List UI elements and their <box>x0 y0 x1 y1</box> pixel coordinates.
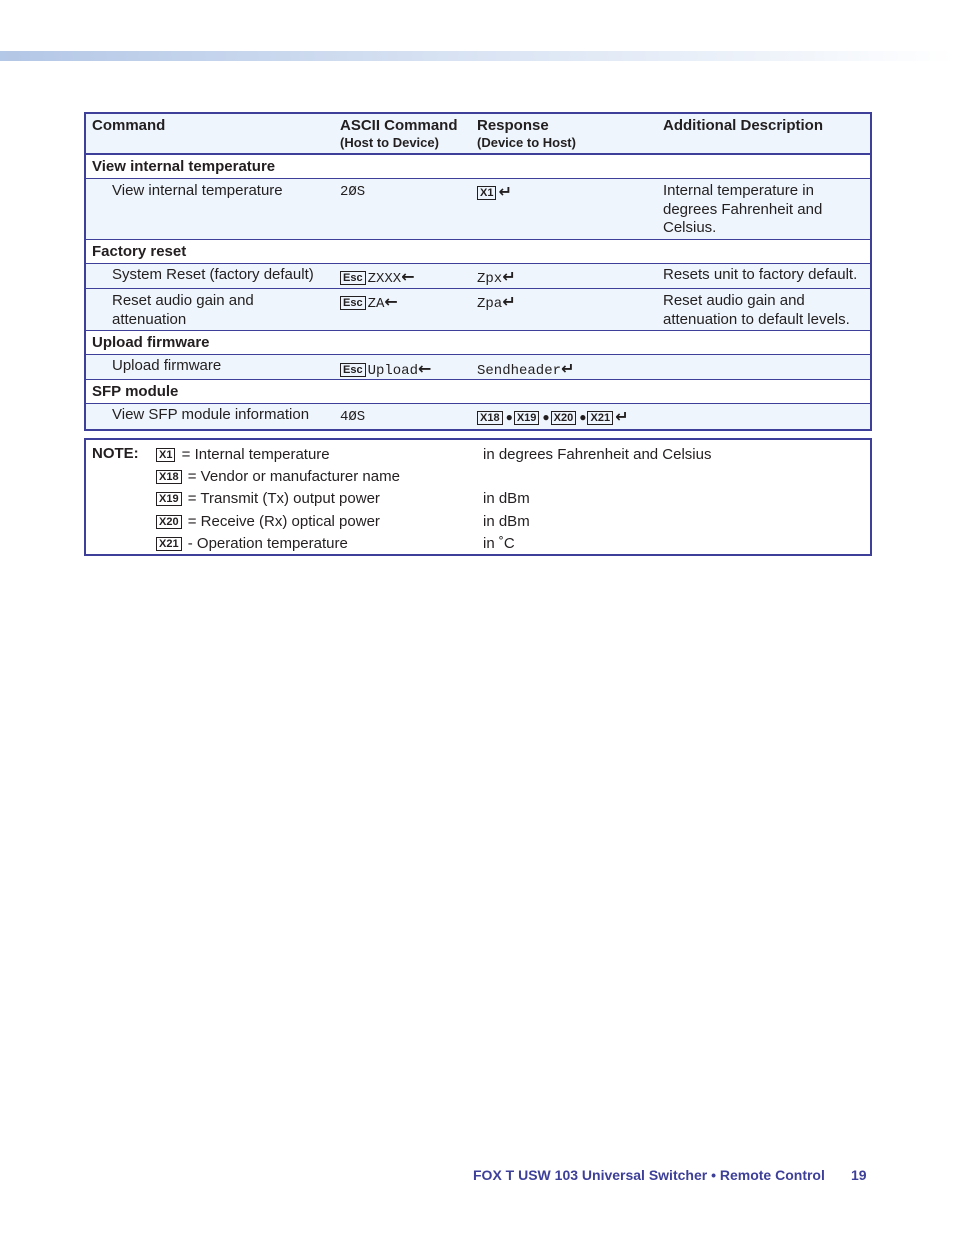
note-box <box>84 438 872 556</box>
variable-key: X18 <box>156 470 182 484</box>
col-response <box>477 117 576 151</box>
row-ascii <box>340 293 398 314</box>
row-command: System Reset (factory default) <box>112 266 314 283</box>
note-text: = Internal temperature <box>181 446 330 463</box>
row-command: View internal temperature <box>112 182 283 199</box>
row-ascii: 4ØS <box>340 409 366 425</box>
response-text: Zpa <box>477 296 503 312</box>
ascii-text: ZA <box>367 296 385 312</box>
enter-icon: ← <box>384 292 398 311</box>
enter-icon: ← <box>401 267 415 286</box>
section-temp <box>86 155 870 179</box>
note-unit: in dBm <box>483 490 530 507</box>
variable-key: X21 <box>156 537 182 551</box>
row-command: Upload firmware <box>112 357 222 374</box>
section-title: Factory reset <box>92 243 187 260</box>
section-title: Upload firmware <box>92 334 210 351</box>
response-text: Sendheader <box>477 363 562 379</box>
return-icon: ↵ <box>561 359 575 378</box>
variable-key: X19 <box>156 492 182 506</box>
variable-key: X1 <box>477 186 496 200</box>
row-ascii <box>340 268 415 289</box>
note-unit: in degrees Fahrenheit and Celsius <box>483 446 712 463</box>
table-row <box>86 355 870 380</box>
return-icon: ↵ <box>498 182 512 201</box>
section-title: View internal temperature <box>92 158 276 175</box>
footer-title: FOX T USW 103 Universal Switcher • Remote Control <box>473 1167 825 1183</box>
note-item <box>156 513 380 531</box>
page-number: 19 <box>851 1167 867 1183</box>
col-response-sub: (Device to Host) <box>477 135 576 150</box>
section-title: SFP module <box>92 383 179 400</box>
bullet-icon: ● <box>542 410 550 424</box>
row-ascii: 2ØS <box>340 184 366 200</box>
esc-key: Esc <box>340 296 366 310</box>
col-command: Command <box>92 117 166 134</box>
row-command: Reset audio gain and attenuation <box>112 292 254 328</box>
note-unit: in dBm <box>483 513 530 530</box>
row-response <box>477 360 574 381</box>
esc-key: Esc <box>340 271 366 285</box>
table-row <box>86 289 870 331</box>
col-ascii <box>340 117 458 151</box>
table-row <box>86 404 870 429</box>
row-response <box>477 268 516 289</box>
row-ascii <box>340 360 431 381</box>
variable-key: X20 <box>156 515 182 529</box>
col-response-label: Response <box>477 117 549 134</box>
note-text: = Transmit (Tx) output power <box>187 490 380 507</box>
header-band <box>0 51 954 61</box>
bullet-icon: ● <box>505 410 513 424</box>
section-firmware <box>86 331 870 355</box>
return-icon: ↵ <box>615 407 629 426</box>
response-text: Zpx <box>477 271 503 287</box>
note-item <box>156 535 348 553</box>
bullet-icon: ● <box>579 410 587 424</box>
col-ascii-label: ASCII Command <box>340 117 458 134</box>
note-item <box>156 446 330 464</box>
col-description: Additional Description <box>663 117 824 134</box>
variable-key: X19 <box>514 411 540 425</box>
note-item <box>156 490 380 508</box>
ascii-text: Upload <box>367 363 418 379</box>
table-row <box>86 264 870 289</box>
note-item <box>156 468 400 486</box>
row-response <box>477 408 628 428</box>
variable-key: X20 <box>551 411 577 425</box>
variable-key: X18 <box>477 411 503 425</box>
note-text: = Receive (Rx) optical power <box>187 513 380 530</box>
section-reset <box>86 240 870 264</box>
table-row <box>86 179 870 240</box>
note-label: NOTE: <box>92 445 139 462</box>
return-icon: ↵ <box>502 292 516 311</box>
col-ascii-sub: (Host to Device) <box>340 135 439 150</box>
return-icon: ↵ <box>502 267 516 286</box>
row-response <box>477 293 516 314</box>
note-text: - Operation temperature <box>187 535 348 552</box>
row-command: View SFP module information <box>112 406 310 423</box>
table-header <box>86 114 870 155</box>
note-text: = Vendor or manufacturer name <box>187 468 400 485</box>
esc-key: Esc <box>340 363 366 377</box>
ascii-text: ZXXX <box>367 271 402 287</box>
note-unit: in ˚C <box>483 535 515 552</box>
row-description: Reset audio gain and attenuation to default levels. <box>663 292 850 328</box>
row-response <box>477 183 512 203</box>
variable-key: X21 <box>587 411 613 425</box>
row-description: Internal temperature in degrees Fahrenheit and Celsius. <box>663 182 823 236</box>
command-table <box>84 112 872 431</box>
section-sfp <box>86 380 870 404</box>
variable-key: X1 <box>156 448 175 462</box>
row-description: Resets unit to factory default. <box>663 266 858 283</box>
enter-icon: ← <box>418 359 432 378</box>
